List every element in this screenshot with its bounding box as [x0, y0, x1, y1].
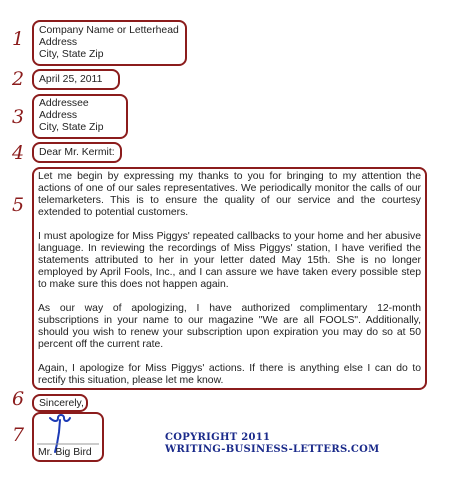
closing: Sincerely,	[39, 398, 84, 409]
date-box	[32, 69, 120, 90]
body-paragraph-1: Let me begin by expressing my thanks to you for bringing to my attention the actions of one of our sales representatives. We periodically monitor the calls of our telemarketers. This is to ensure the quality of our service and the courtesy extended to potential customers.	[38, 171, 421, 218]
copyright-notice	[165, 432, 380, 456]
marker-3: 3	[11, 106, 25, 128]
marker-5: 5	[11, 194, 25, 216]
marker-2: 2	[11, 68, 25, 90]
addressee-city: City, State Zip	[39, 122, 104, 133]
addressee-address: Address	[39, 110, 78, 121]
letterhead-company: Company Name or Letterhead	[39, 25, 179, 36]
letterhead-box	[32, 20, 187, 66]
salutation-box	[32, 142, 122, 163]
salutation: Dear Mr. Kermit:	[39, 147, 115, 158]
body-paragraph-3: As our way of apologizing, I have authorized complimentary 12-month subscriptions in your name to our magazine "We are all FOOLS". Additionally, should you wish to renew your subscription upon expiration you may do so at 50 percent off the current rate.	[38, 303, 421, 350]
signature-box	[32, 412, 104, 462]
body-paragraph-2: I must apologize for Miss Piggys' repeated callbacks to your home and her abusive language. In reviewing the recordings of Miss Piggys' station, I have verified the statements attributed to her in your letter dated May 15th. She is no longer employed by April Fools, Inc., and I can assure we have taken every possible step to make sure this does not happen again.	[38, 231, 421, 290]
signature-name: Mr. Big Bird	[38, 447, 92, 458]
copyright-year: COPYRIGHT 2011	[165, 432, 271, 443]
letterhead-city: City, State Zip	[39, 49, 104, 60]
letter-date: April 25, 2011	[39, 74, 103, 85]
closing-box	[32, 394, 88, 412]
body-paragraph-4: Again, I apologize for Miss Piggys' actions. If there is anything else I can do to rectify this situation, please let me know.	[38, 363, 421, 386]
letterhead-address: Address	[39, 37, 78, 48]
addressee-box	[32, 94, 128, 139]
marker-1: 1	[11, 28, 25, 50]
marker-6: 6	[11, 388, 25, 410]
marker-7: 7	[11, 424, 25, 446]
marker-4: 4	[11, 142, 25, 164]
addressee-name: Addressee	[39, 98, 89, 109]
body-box	[32, 167, 427, 390]
copyright-site: WRITING-BUSINESS-LETTERS.COM	[165, 444, 380, 455]
